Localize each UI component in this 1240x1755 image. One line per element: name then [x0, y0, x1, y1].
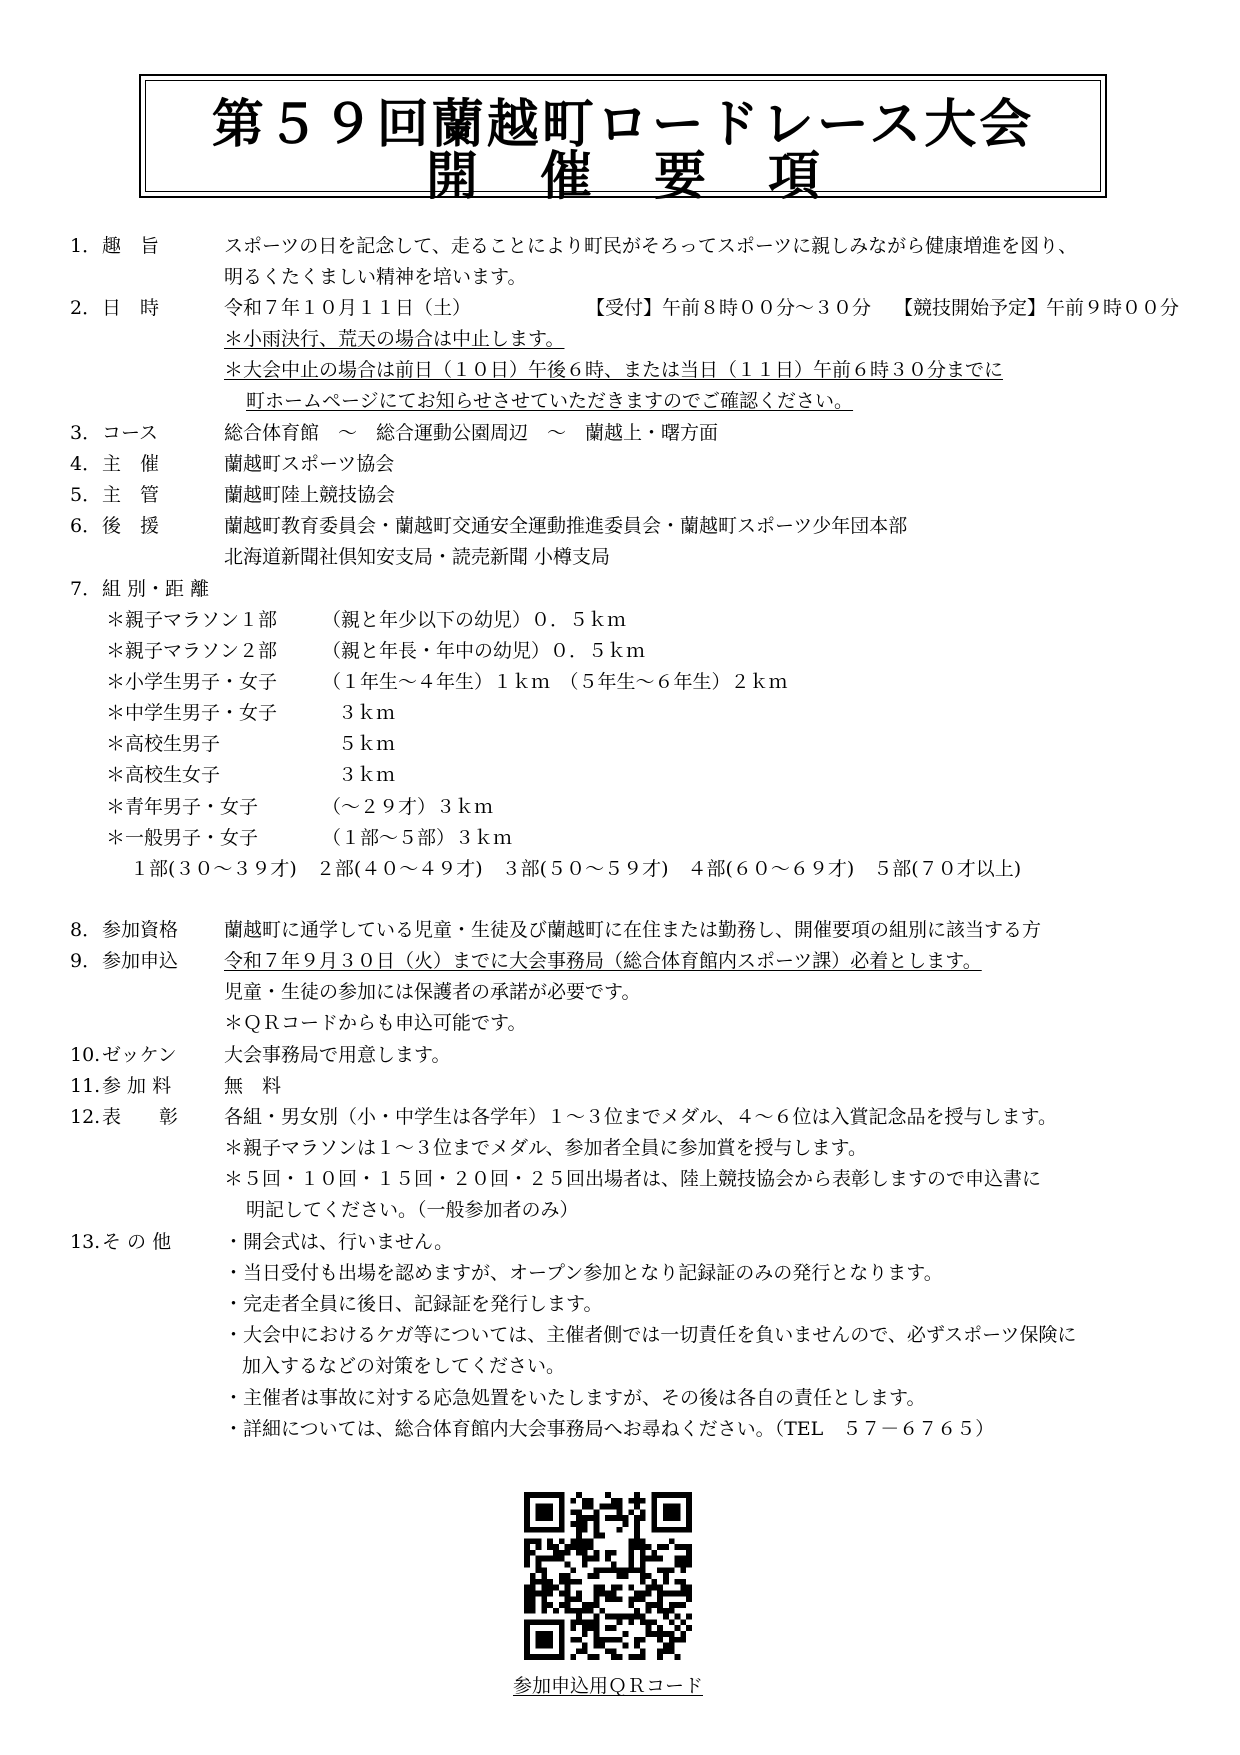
event-date: 令和７年１０月１１日（土） — [224, 297, 472, 319]
section-label: 後 援 — [102, 515, 160, 537]
section-text: ・大会中におけるケガ等については、主催者側では一切責任を負いませんので、必ずスポーツ保険に — [224, 1324, 1077, 1346]
category-name: ＊青年男子・女子 — [106, 796, 259, 818]
section-text: 明るくたくましい精神を培います。 — [224, 266, 527, 288]
category-detail: （１部～５部）３ｋｍ — [322, 827, 513, 849]
deadline-text: 令和７年９月３０日（火）までに大会事務局（総合体育館内スポーツ課）必着とします。 — [224, 950, 982, 972]
section-text: ＊５回・１０回・１５回・２０回・２５回出場者は、陸上競技協会から表彰しますので申込書に — [224, 1168, 1042, 1190]
section-label: 参 加 料 — [102, 1075, 172, 1097]
section-text: 明記してください。（一般参加者のみ） — [246, 1199, 579, 1221]
section-label: 参加申込 — [102, 950, 179, 972]
section-text: 北海道新聞社倶知安支局・読売新聞 小樽支局 — [224, 546, 611, 568]
section-number: 9． — [70, 950, 102, 972]
category-detail: （親と年少以下の幼児）０．５ｋｍ — [322, 609, 627, 631]
event-title: 第５９回蘭越町ロードレース大会 — [211, 95, 1035, 155]
section-text: ・完走者全員に後日、記録証を発行します。 — [224, 1293, 603, 1315]
cancel-note: ＊大会中止の場合は前日（１０日）午後６時、または当日（１１日）午前６時３０分までに — [224, 359, 1004, 381]
section-number: 5． — [70, 484, 102, 506]
category-name: ＊親子マラソン１部 — [106, 609, 278, 631]
category-detail: ３ｋｍ — [338, 764, 396, 786]
section-text: ＊親子マラソンは１～３位までメダル、参加者全員に参加賞を授与します。 — [224, 1137, 867, 1159]
category-detail: （１年生～４年生）１ｋｍ （５年生～６年生）２ｋｍ — [322, 671, 788, 693]
section-number: 2． — [70, 297, 102, 319]
section-label: ゼッケン — [102, 1044, 177, 1066]
section-text: スポーツの日を記念して、走ることにより町民がそろってスポーツに親しみながら健康増進を図り、 — [224, 235, 1078, 257]
section-text: ・主催者は事故に対する応急処置をいたしますが、その後は各自の責任とします。 — [224, 1387, 926, 1409]
section-number: 6． — [70, 515, 102, 537]
section-number: 4． — [70, 453, 102, 475]
section-text: 蘭越町スポーツ協会 — [224, 453, 395, 475]
weather-note: ＊小雨決行、荒天の場合は中止します。 — [224, 328, 565, 350]
section-label: 参加資格 — [102, 919, 179, 941]
qr-caption: 参加申込用ＱＲコード — [512, 1675, 703, 1697]
title-box — [139, 74, 1107, 207]
section-text: ・当日受付も出場を認めますが、オープン参加となり記録証のみの発行となります。 — [224, 1262, 943, 1284]
section-number: 1． — [70, 235, 102, 257]
section-label: 趣 旨 — [102, 235, 160, 257]
category-detail: （～２９才）３ｋｍ — [322, 796, 494, 818]
category-name: ＊一般男子・女子 — [106, 827, 259, 849]
category-name: ＊高校生女子 — [106, 764, 221, 786]
cancel-note-cont: 町ホームページにてお知らせさせていただきますのでご確認ください。 — [246, 390, 854, 412]
section-number: 8． — [70, 919, 102, 941]
section-text: 総合体育館 ～ 総合運動公園周辺 ～ 蘭越上・曙方面 — [224, 422, 719, 444]
section-text: 蘭越町教育委員会・蘭越町交通安全運動推進委員会・蘭越町スポーツ少年団本部 — [224, 515, 908, 537]
section-text: 大会事務局で用意します。 — [224, 1044, 451, 1066]
category-name: ＊小学生男子・女子 — [106, 671, 278, 693]
section-text: ＊ＱＲコードからも申込可能です。 — [224, 1012, 527, 1034]
section-number: 12. — [70, 1106, 101, 1128]
section-text: 蘭越町陸上競技協会 — [224, 484, 396, 506]
section-text: ・詳細については、総合体育館内大会事務局へお尋ねください。（TEL ５７－６７６５） — [224, 1418, 995, 1440]
section-text: 各組・男女別（小・中学生は各学年）１～３位までメダル、４～６位は入賞記念品を授与します。 — [224, 1106, 1057, 1128]
section-text: 加入するなどの対策をしてください。 — [242, 1355, 566, 1377]
section-label: コース — [102, 422, 159, 444]
section-number: 10. — [70, 1044, 101, 1066]
section-label: 組 別・距 離 — [102, 578, 210, 600]
section-text: 無 料 — [224, 1075, 282, 1097]
category-detail: ５ｋｍ — [338, 733, 396, 755]
section-label: 主 管 — [102, 484, 160, 506]
section-text: ・開会式は、行いません。 — [224, 1231, 454, 1253]
category-name: ＊高校生男子 — [106, 733, 221, 755]
section-label: 表 彰 — [102, 1106, 179, 1128]
document-subtitle: 開催要項 — [425, 147, 882, 207]
age-division-list: １部(３０～３９才) ２部(４０～４９才) ３部(５０～５９才) ４部(６０～６９才) ５部(７０才以上) — [130, 858, 1022, 880]
category-detail: ３ｋｍ — [338, 702, 396, 724]
section-number: 3． — [70, 422, 102, 444]
reception-time: 【受付】午前８時００分～３０分 — [586, 297, 872, 319]
category-detail: （親と年長・年中の幼児）０．５ｋｍ — [322, 640, 646, 662]
section-number: 11. — [70, 1075, 101, 1097]
category-name: ＊親子マラソン２部 — [106, 640, 278, 662]
section-number: 13. — [70, 1231, 101, 1253]
section-label: 日 時 — [102, 297, 160, 319]
section-text: 児童・生徒の参加には保護者の承諾が必要です。 — [224, 981, 641, 1003]
section-label: 主 催 — [102, 453, 160, 475]
qr-code[interactable] — [524, 1492, 692, 1660]
start-time: 【競技開始予定】午前９時００分 — [894, 297, 1180, 319]
category-name: ＊中学生男子・女子 — [106, 702, 278, 724]
section-label: そ の 他 — [102, 1231, 172, 1253]
section-text: 蘭越町に通学している児童・生徒及び蘭越町に在住または勤務し、開催要項の組別に該当する方 — [224, 919, 1042, 941]
section-number: 7． — [70, 578, 102, 600]
